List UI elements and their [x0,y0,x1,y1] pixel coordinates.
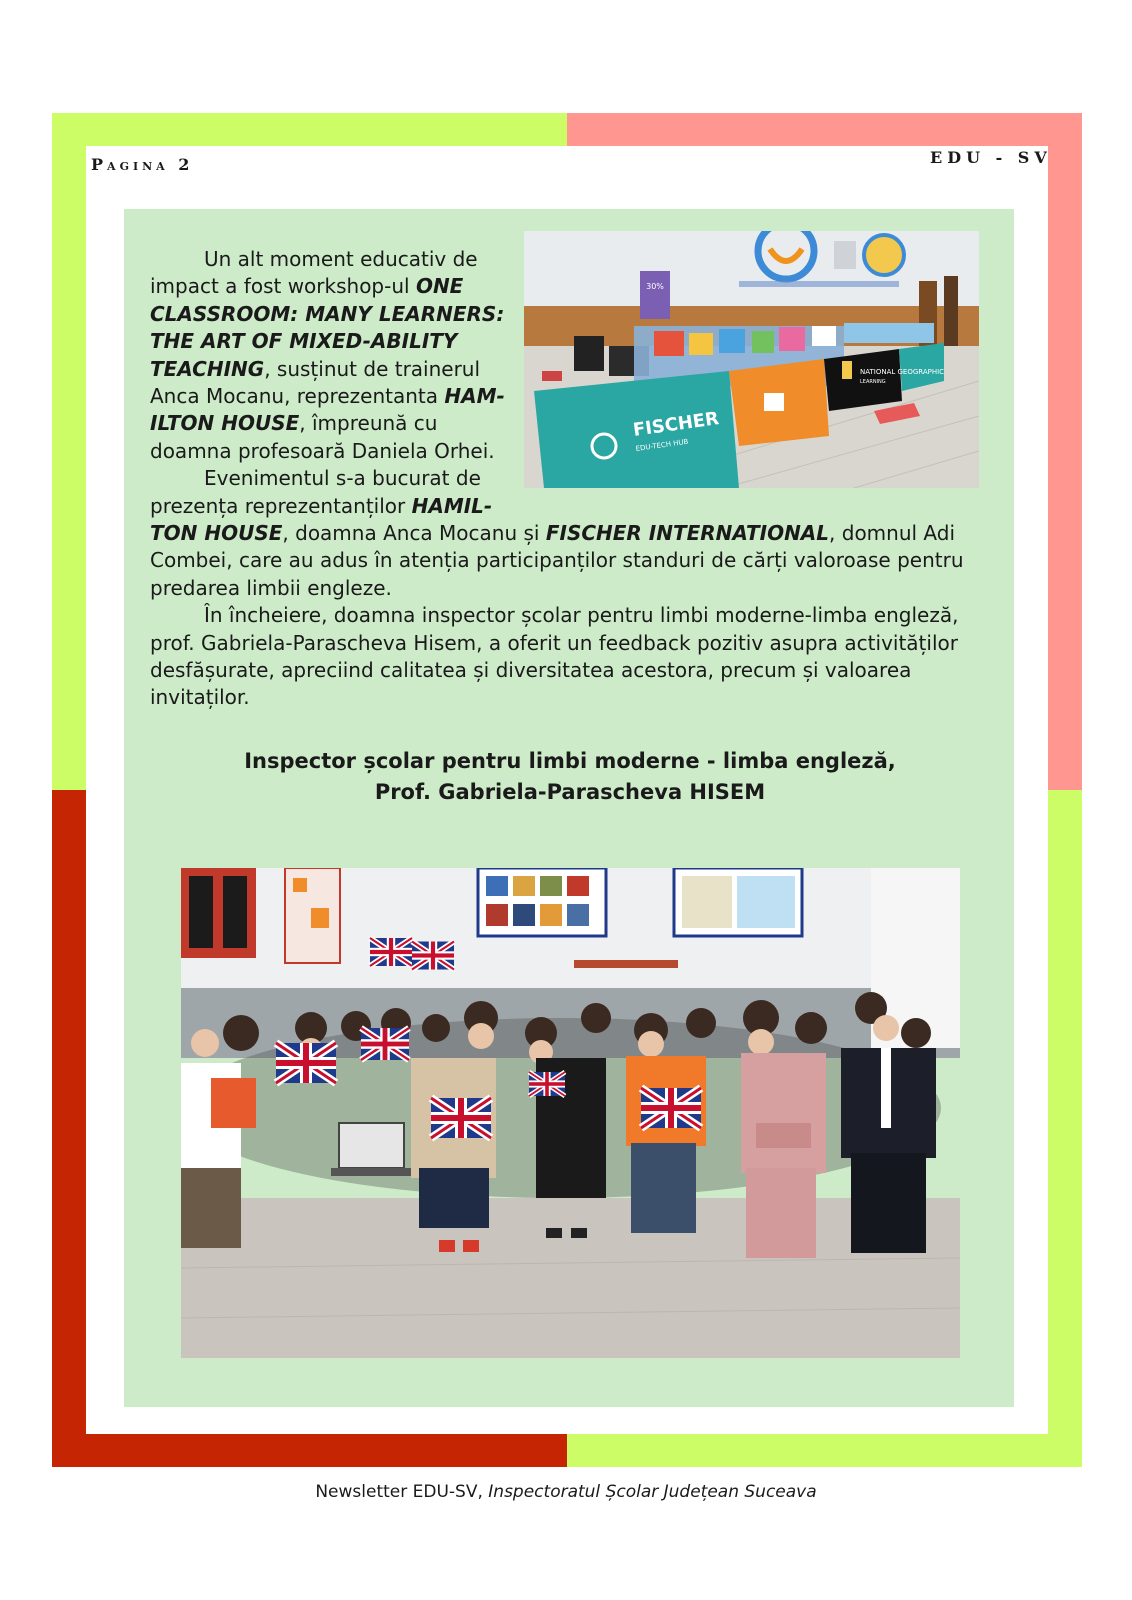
page-label: Pagina 2 [91,155,194,174]
p2-middle: , doamna Anca Mocanu și [282,521,546,545]
p1-intro: Un alt moment educativ de impact a fost workshop-ul [150,247,478,299]
article-column-narrow [150,246,510,520]
fischer-banner-sub: EDU-TECH HUB [635,437,689,453]
org-hamilton-house: HAM-ILTON HOUSE [150,384,505,436]
workshop-title: ONE CLASSROOM: MANY LEARNERS: THE ART OF MIXED-ABILITY TEACHING [150,274,505,381]
national-geographic-text: NATIONAL GEOGRAPHIC [860,368,945,376]
fischer-banner-text: FISCHER [631,408,721,441]
p1-end: , împreună cu doamna profesoară Daniela Orhei. [150,411,495,463]
sign-discount-text: 30% [646,282,664,291]
national-geographic-sub: LEARNING [860,379,886,385]
org-fischer: FISCHER INTERNATIONAL [545,521,830,545]
p2-end: , domnul Adi Combei, care au adus în atenția participanților standuri de cărți valoroase pentru predarea limbii engleze. [150,521,964,600]
footer [0,1482,1132,1502]
p2-intro: Evenimentul s-a bucurat de prezența reprezentanților [150,466,481,518]
article-column-wide [150,520,990,712]
photo-participants-group [181,868,960,1358]
footer-newsletter: Newsletter EDU-SV, [315,1482,489,1502]
org-hamilton-part1: HAMIL- [411,493,493,518]
org-hamilton-part2: TON HOUSE [150,521,283,545]
p1-middle: , susținut de trainerul Anca Mocanu, reprezentanta [150,356,481,409]
publication-name: EDU - SV [930,148,1052,167]
footer-institution: Inspectoratul Școlar Județean Suceava [488,1482,817,1502]
p3-text: În încheiere, doamna inspector școlar pentru limbi moderne-limba engleză, prof. Gabriela-Parascheva Hisem, a oferit un feedback pozitiv asupra activităților desfășurate, apreciind calitatea și diversitatea acestora, precum și valoarea invitaților. [150,603,959,710]
signature-block [150,746,990,808]
signature-name: Prof. Gabriela-Parascheva HISEM [374,780,766,804]
photo-book-stand [524,231,979,488]
signature-title: Inspector școlar pentru limbi moderne - limba engleză, [244,749,896,773]
